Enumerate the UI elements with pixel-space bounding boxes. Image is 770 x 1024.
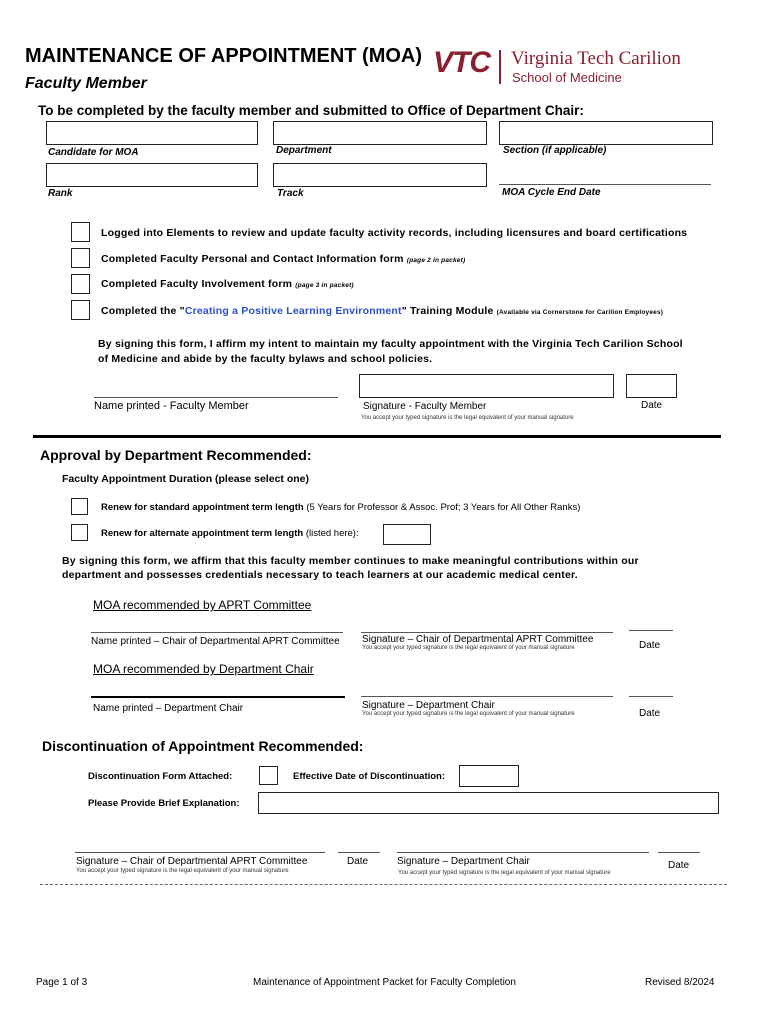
candidate-label: Candidate for MOA [48,147,139,158]
renew-alternate-label [101,528,359,539]
footer-title: Maintenance of Appointment Packet for Faculty Completion [253,977,516,988]
training-text-post: " Training Module [401,305,494,317]
personal-info-note: (page 2 in packet) [406,257,466,264]
personal-info-checkbox[interactable] [71,248,90,268]
disc-chair-date-label: Date [668,860,690,871]
training-module-link[interactable]: Creating a Positive Learning Environment [184,305,402,317]
page-title: MAINTENANCE OF APPOINTMENT (MOA) [25,45,423,67]
renew-standard-bold: Renew for standard appointment term length [101,502,304,513]
approval-heading: Approval by Department Recommended: [40,447,312,463]
cycle-end-line[interactable] [499,184,711,185]
training-checkbox[interactable] [71,300,90,320]
disc-chair-signature-note: You accept your typed signature is the legal equivalent of your manual signature [398,870,611,876]
renew-alternate-detail: (listed here): [305,528,359,539]
chair-signature-note: You accept your typed signature is the legal equivalent of your manual signature [362,711,575,717]
department-label: Department [276,145,332,156]
faculty-signature-label: Signature - Faculty Member [363,401,487,412]
aprt-name-label: Name printed – Chair of Departmental APRT Committee [91,636,340,647]
disc-chair-date-line[interactable] [658,852,700,853]
footer-revised: Revised 8/2024 [645,977,715,988]
explanation-label: Please Provide Brief Explanation: [88,798,240,809]
chair-date-label: Date [639,708,661,719]
renew-standard-label [101,502,580,513]
explanation-input[interactable] [258,792,719,814]
department-affirmation: By signing this form, we affirm that this faculty member continues to make meaningful contributions within our department and possesses credentials necessary to teach learners at our academic medical center. [62,555,639,581]
alternate-term-input[interactable] [383,524,431,545]
logo-name: Virginia Tech Carilion [511,48,681,69]
aprt-heading: MOA recommended by APRT Committee [93,598,312,612]
vtc-logo [433,48,723,88]
duration-label: Faculty Appointment Duration (please select one) [62,473,309,485]
chair-date-line[interactable] [629,696,673,697]
cycle-end-label: MOA Cycle End Date [502,187,601,198]
page-subtitle: Faculty Member [25,75,147,92]
elements-item: Logged into Elements to review and update faculty activity records, including licensures and board certifications [101,227,688,239]
logo-divider [499,50,501,84]
chair-signature-line[interactable] [361,696,613,697]
faculty-date-input[interactable] [626,374,677,398]
logo-school: School of Medicine [512,70,622,85]
disc-chair-signature-line[interactable] [397,852,649,853]
aprt-signature-line[interactable] [361,632,613,633]
faculty-affirmation: By signing this form, I affirm my intent to maintain my faculty appointment with the Virginia Tech Carilion School of Medicine and abide by the faculty bylaws and school policies. [98,338,683,365]
vtc-logo-mark: VTC [433,46,490,79]
involvement-item [101,278,354,290]
faculty-name-label: Name printed - Faculty Member [94,400,249,412]
training-item [101,305,663,317]
chair-signature-label: Signature – Department Chair [362,700,495,711]
faculty-signature-note: You accept your typed signature is the legal equivalent of your manual signature [361,415,574,421]
disc-aprt-signature-note: You accept your typed signature is the legal equivalent of your manual signature [76,868,289,874]
renew-standard-detail: (5 Years for Professor & Assoc. Prof; 3 Years for All Other Ranks) [306,502,581,513]
form-attached-checkbox[interactable] [259,766,278,785]
dashed-divider [40,884,727,885]
disc-aprt-date-label: Date [347,856,369,867]
chair-heading: MOA recommended by Department Chair [93,662,314,676]
footer-page: Page 1 of 3 [36,977,88,988]
personal-info-text: Completed Faculty Personal and Contact Information form [101,253,404,265]
renew-alternate-bold: Renew for alternate appointment term length [101,528,304,539]
personal-info-item [101,253,465,265]
involvement-text: Completed Faculty Involvement form [101,278,293,290]
chair-name-label: Name printed – Department Chair [93,703,244,714]
disc-aprt-signature-line[interactable] [75,852,325,853]
aprt-date-label: Date [639,640,661,651]
elements-checkbox[interactable] [71,222,90,242]
aprt-date-line[interactable] [629,630,673,631]
discontinuation-heading: Discontinuation of Appointment Recommended: [42,738,364,754]
section-input[interactable] [499,121,713,145]
effective-date-label: Effective Date of Discontinuation: [293,771,446,782]
disc-aprt-signature-label: Signature – Chair of Departmental APRT Committee [76,856,308,867]
training-text-pre: Completed the " [101,305,185,317]
aprt-signature-note: You accept your typed signature is the legal equivalent of your manual signature [362,645,575,651]
renew-standard-checkbox[interactable] [71,498,88,515]
track-label: Track [277,188,304,199]
renew-alternate-checkbox[interactable] [71,524,88,541]
disc-chair-signature-label: Signature – Department Chair [397,856,530,867]
instructions: To be completed by the faculty member and submitted to Office of Department Chair: [38,103,584,118]
faculty-name-line[interactable] [94,397,338,398]
training-note: (Available via Cornerstone for Carilion Employees) [496,309,664,316]
section-label: Section (if applicable) [503,145,607,156]
track-input[interactable] [273,163,487,187]
involvement-note: (page 3 in packet) [295,282,354,289]
chair-name-line[interactable] [91,696,345,698]
effective-date-input[interactable] [459,765,519,787]
aprt-name-line[interactable] [91,632,343,633]
candidate-input[interactable] [46,121,258,145]
rank-input[interactable] [46,163,258,187]
faculty-signature-input[interactable] [359,374,614,398]
involvement-checkbox[interactable] [71,274,90,294]
form-attached-label: Discontinuation Form Attached: [88,771,233,782]
aprt-signature-label: Signature – Chair of Departmental APRT Committee [362,634,594,645]
disc-aprt-date-line[interactable] [338,852,380,853]
department-input[interactable] [273,121,487,145]
rank-label: Rank [48,188,73,199]
faculty-date-label: Date [641,400,663,411]
section-divider [33,435,721,438]
